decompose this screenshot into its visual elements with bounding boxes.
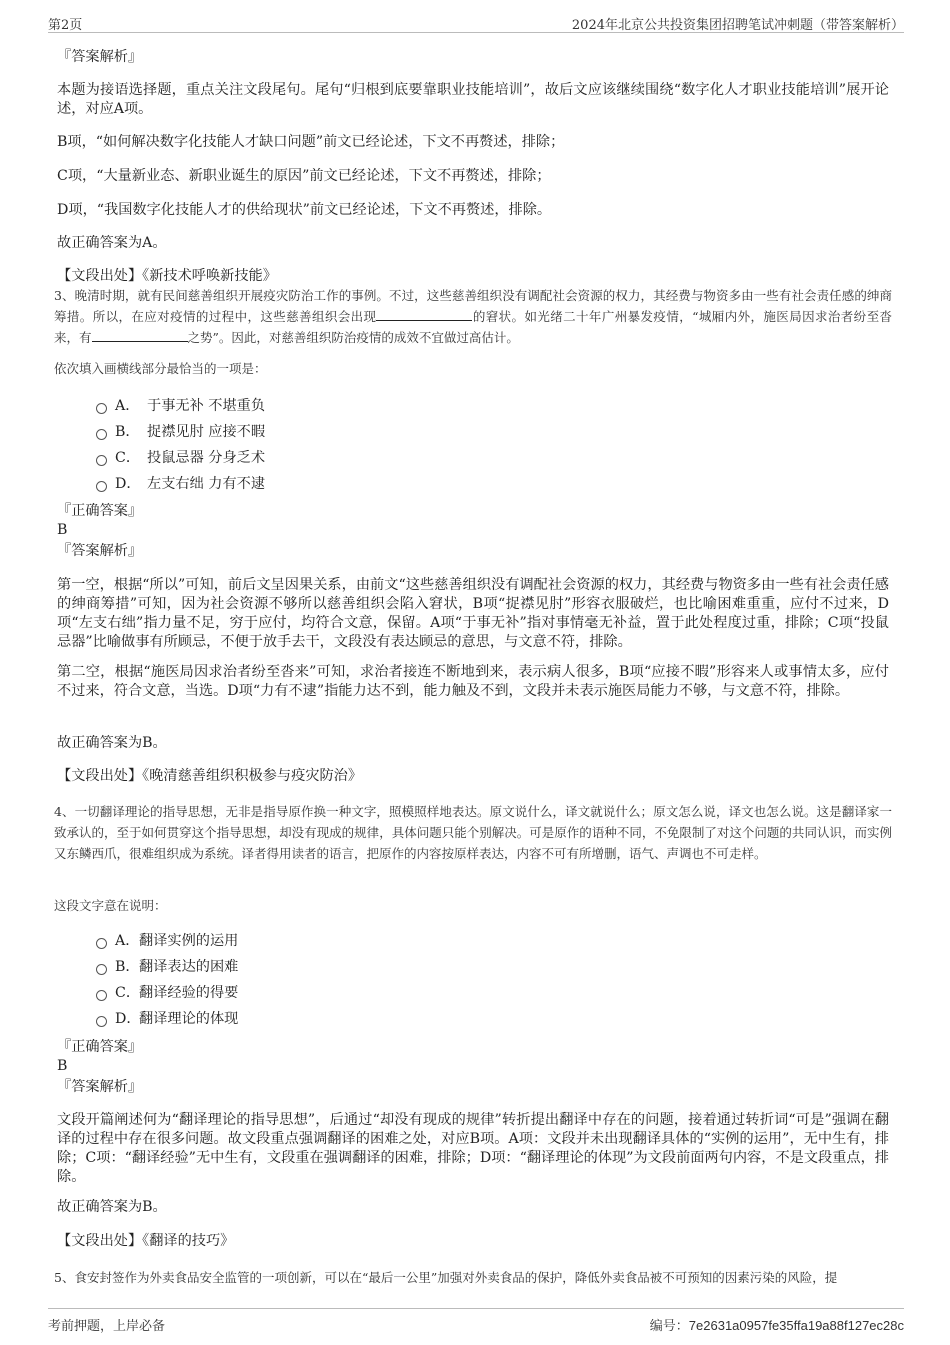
q2-analysis-p4: D项，“我国数字化技能人才的供给现状”前文已经论述，下文不再赘述，排除。 (57, 202, 552, 218)
q2-analysis-p2: B项，“如何解决数字化技能人才缺口问题”前文已经论述，下文不再赘述，排除； (57, 134, 565, 150)
radio-circle-icon[interactable] (96, 403, 107, 414)
q3-analysis-tag: 『答案解析』 (57, 543, 143, 559)
option-letter: B． (115, 424, 140, 440)
option-letter: A． (115, 933, 140, 949)
q4-analysis-p1: 文段开篇阐述何为“翻译理论的指导思想”，后通过“却没有现成的规律”转折提出翻译中存在的问题，接着通过转折词“可是”强调在翻译的过程中存在很多问题。故文段重点强调翻译的困难之处，对应B项。A项：文段并未出现翻译具体的“实例的运用”，无中生有，排除；C项：“翻译经验”无中生有，文段重在强调翻译的困难，排除；D项：“翻译理论的体现”为文段前面两句内容，不是文段重点，排除。 (57, 1112, 889, 1185)
q2-conclusion: 故正确答案为A。 (57, 235, 167, 251)
q3-option-a[interactable] (96, 396, 265, 416)
radio-circle-icon[interactable] (96, 1016, 107, 1027)
q3-stem-part-a: 3、晚清时期，就有民间慈善组织开展疫灾防治工作的事例。不过，这些慈善组织没有调配社会资源的权力，其经费与物资多由一些有社会责任感的绅商筹措。所以，在应对疫情的过程中，这些慈善组织会出现 (54, 288, 892, 324)
q5-stem: 5、食安封签作为外卖食品安全监管的一项创新，可以在“最后一公里”加强对外卖食品的保护，降低外卖食品被不可预知的因素污染的风险，提 (54, 1270, 838, 1285)
q4-answer-tag: 『正确答案』 (57, 1039, 143, 1055)
option-letter: B． (115, 959, 140, 975)
footer-slogan: 考前押题，上岸必备 (48, 1319, 166, 1334)
q2-analysis-p3: C项，“大量新业态、新职业诞生的原因”前文已经论述，下文不再赘述，排除； (57, 168, 551, 184)
option-text: 于事无补 不堪重负 (147, 398, 266, 414)
q3-stem-part-b: 的窘状。如光绪二十年广州暴发疫情，“城厢内外，施医局因求治者纷至沓来，有 (54, 309, 892, 345)
q3-source: 【文段出处】《晚清慈善组织积极参与疫灾防治》 (57, 768, 363, 784)
q3-option-d[interactable] (96, 474, 265, 494)
q4-stem: 4、一切翻译理论的指导思想，无非是指导原作换一种文字，照模照样地表达。原文说什么，译文就说什么；原文怎么说，译文也怎么说。这是翻译家一致承认的，至于如何贯穿这个指导思想，却没有现成的规律，具体问题只能个别解决。可是原作的语种不同，不免限制了对这个问题的共同认识，而实例又东鳞西爪，很难组织成为系统。译者得用读者的语言，把原作的内容按原样表达，内容不可有所增删，语气、声调也不可走样。 (54, 804, 892, 861)
q3-option-c[interactable] (96, 448, 265, 468)
page-header (48, 12, 904, 33)
option-text: 投鼠忌器 分身乏术 (147, 450, 266, 466)
q2-analysis-tag: 『答案解析』 (57, 49, 143, 65)
radio-circle-icon[interactable] (96, 938, 107, 949)
option-letter: C． (115, 985, 141, 1001)
q4-source: 【文段出处】《翻译的技巧》 (57, 1233, 235, 1249)
q3-stem-part-c: 之势”。因此，对慈善组织防治疫情的成效不宜做过高估计。 (187, 330, 519, 345)
q4-prompt: 这段文字意在说明： (54, 898, 167, 913)
q4-option-a[interactable] (96, 931, 238, 951)
q3-answer-tag: 『正确答案』 (57, 503, 143, 519)
q4-analysis-tag: 『答案解析』 (57, 1079, 143, 1095)
q4-answer: B (57, 1058, 68, 1074)
option-letter: D． (115, 1011, 141, 1027)
radio-circle-icon[interactable] (96, 429, 107, 440)
q3-conclusion: 故正确答案为B。 (57, 735, 167, 751)
option-text: 捉襟见肘 应接不暇 (147, 424, 266, 440)
option-letter: C． (115, 450, 141, 466)
q4-option-b[interactable] (96, 957, 238, 977)
radio-circle-icon[interactable] (96, 990, 107, 1001)
document-title: 2024年北京公共投资集团招聘笔试冲刺题（带答案解析） (571, 18, 904, 33)
q3-analysis-p1: 第一空，根据“所以”可知，前后文呈因果关系，由前文“这些慈善组织没有调配社会资源的权力，其经费与物资多由一些有社会责任感的绅商筹措”可知，因为社会资源不够所以慈善组织会陷入窘状，B项“捉襟见肘”形容衣服破烂，也比喻困难重重，应付不过来，D项“左支右绌”指力量不足，穷于应付，均符合文意，保留。A项“于事无补”指对事情毫无补益，置于此处程度过重，排除；C项“投鼠忌器”比喻做事有所顾忌，不便于放手去干，文段没有表达顾忌的意思，与文意不符，排除。 (57, 577, 889, 650)
option-text: 翻译表达的困难 (139, 959, 239, 975)
option-text: 翻译经验的得要 (139, 985, 239, 1001)
q4-option-c[interactable] (96, 983, 238, 1003)
option-text: 翻译实例的运用 (139, 933, 239, 949)
radio-circle-icon[interactable] (96, 455, 107, 466)
document-serial: 编号：7e2631a0957fe35ffa19a88f127ec28c (649, 1318, 904, 1333)
option-text: 翻译理论的体现 (139, 1011, 239, 1027)
q3-prompt: 依次填入画横线部分最恰当的一项是： (54, 361, 267, 376)
blank-line (376, 309, 472, 321)
page-footer (48, 1308, 904, 1334)
q3-option-b[interactable] (96, 422, 265, 442)
q4-conclusion: 故正确答案为B。 (57, 1199, 167, 1215)
q2-source: 【文段出处】《新技术呼唤新技能》 (57, 268, 277, 284)
q3-analysis-p2: 第二空，根据“施医局因求治者纷至沓来”可知，求治者接连不断地到来，表示病人很多，B项“应接不暇”形容来人或事情太多，应付不过来，符合文意，当选。D项“力有不逮”指能力达不到，能力触及不到，文段并未表示施医局能力不够，与文意不符，排除。 (57, 664, 889, 699)
radio-circle-icon[interactable] (96, 481, 107, 492)
option-text: 左支右绌 力有不逮 (147, 476, 266, 492)
q3-answer: B (57, 522, 68, 538)
blank-line (92, 330, 188, 342)
option-letter: A． (115, 398, 140, 414)
radio-circle-icon[interactable] (96, 964, 107, 975)
q4-option-d[interactable] (96, 1009, 238, 1029)
q2-analysis-p1: 本题为接语选择题，重点关注文段尾句。尾句“归根到底要靠职业技能培训”，故后文应该继续围绕“数字化人才职业技能培训”展开论述，对应A项。 (57, 82, 889, 117)
option-letter: D． (115, 476, 141, 492)
q3-stem (54, 285, 892, 348)
page-number-label: 第2页 (48, 18, 83, 33)
